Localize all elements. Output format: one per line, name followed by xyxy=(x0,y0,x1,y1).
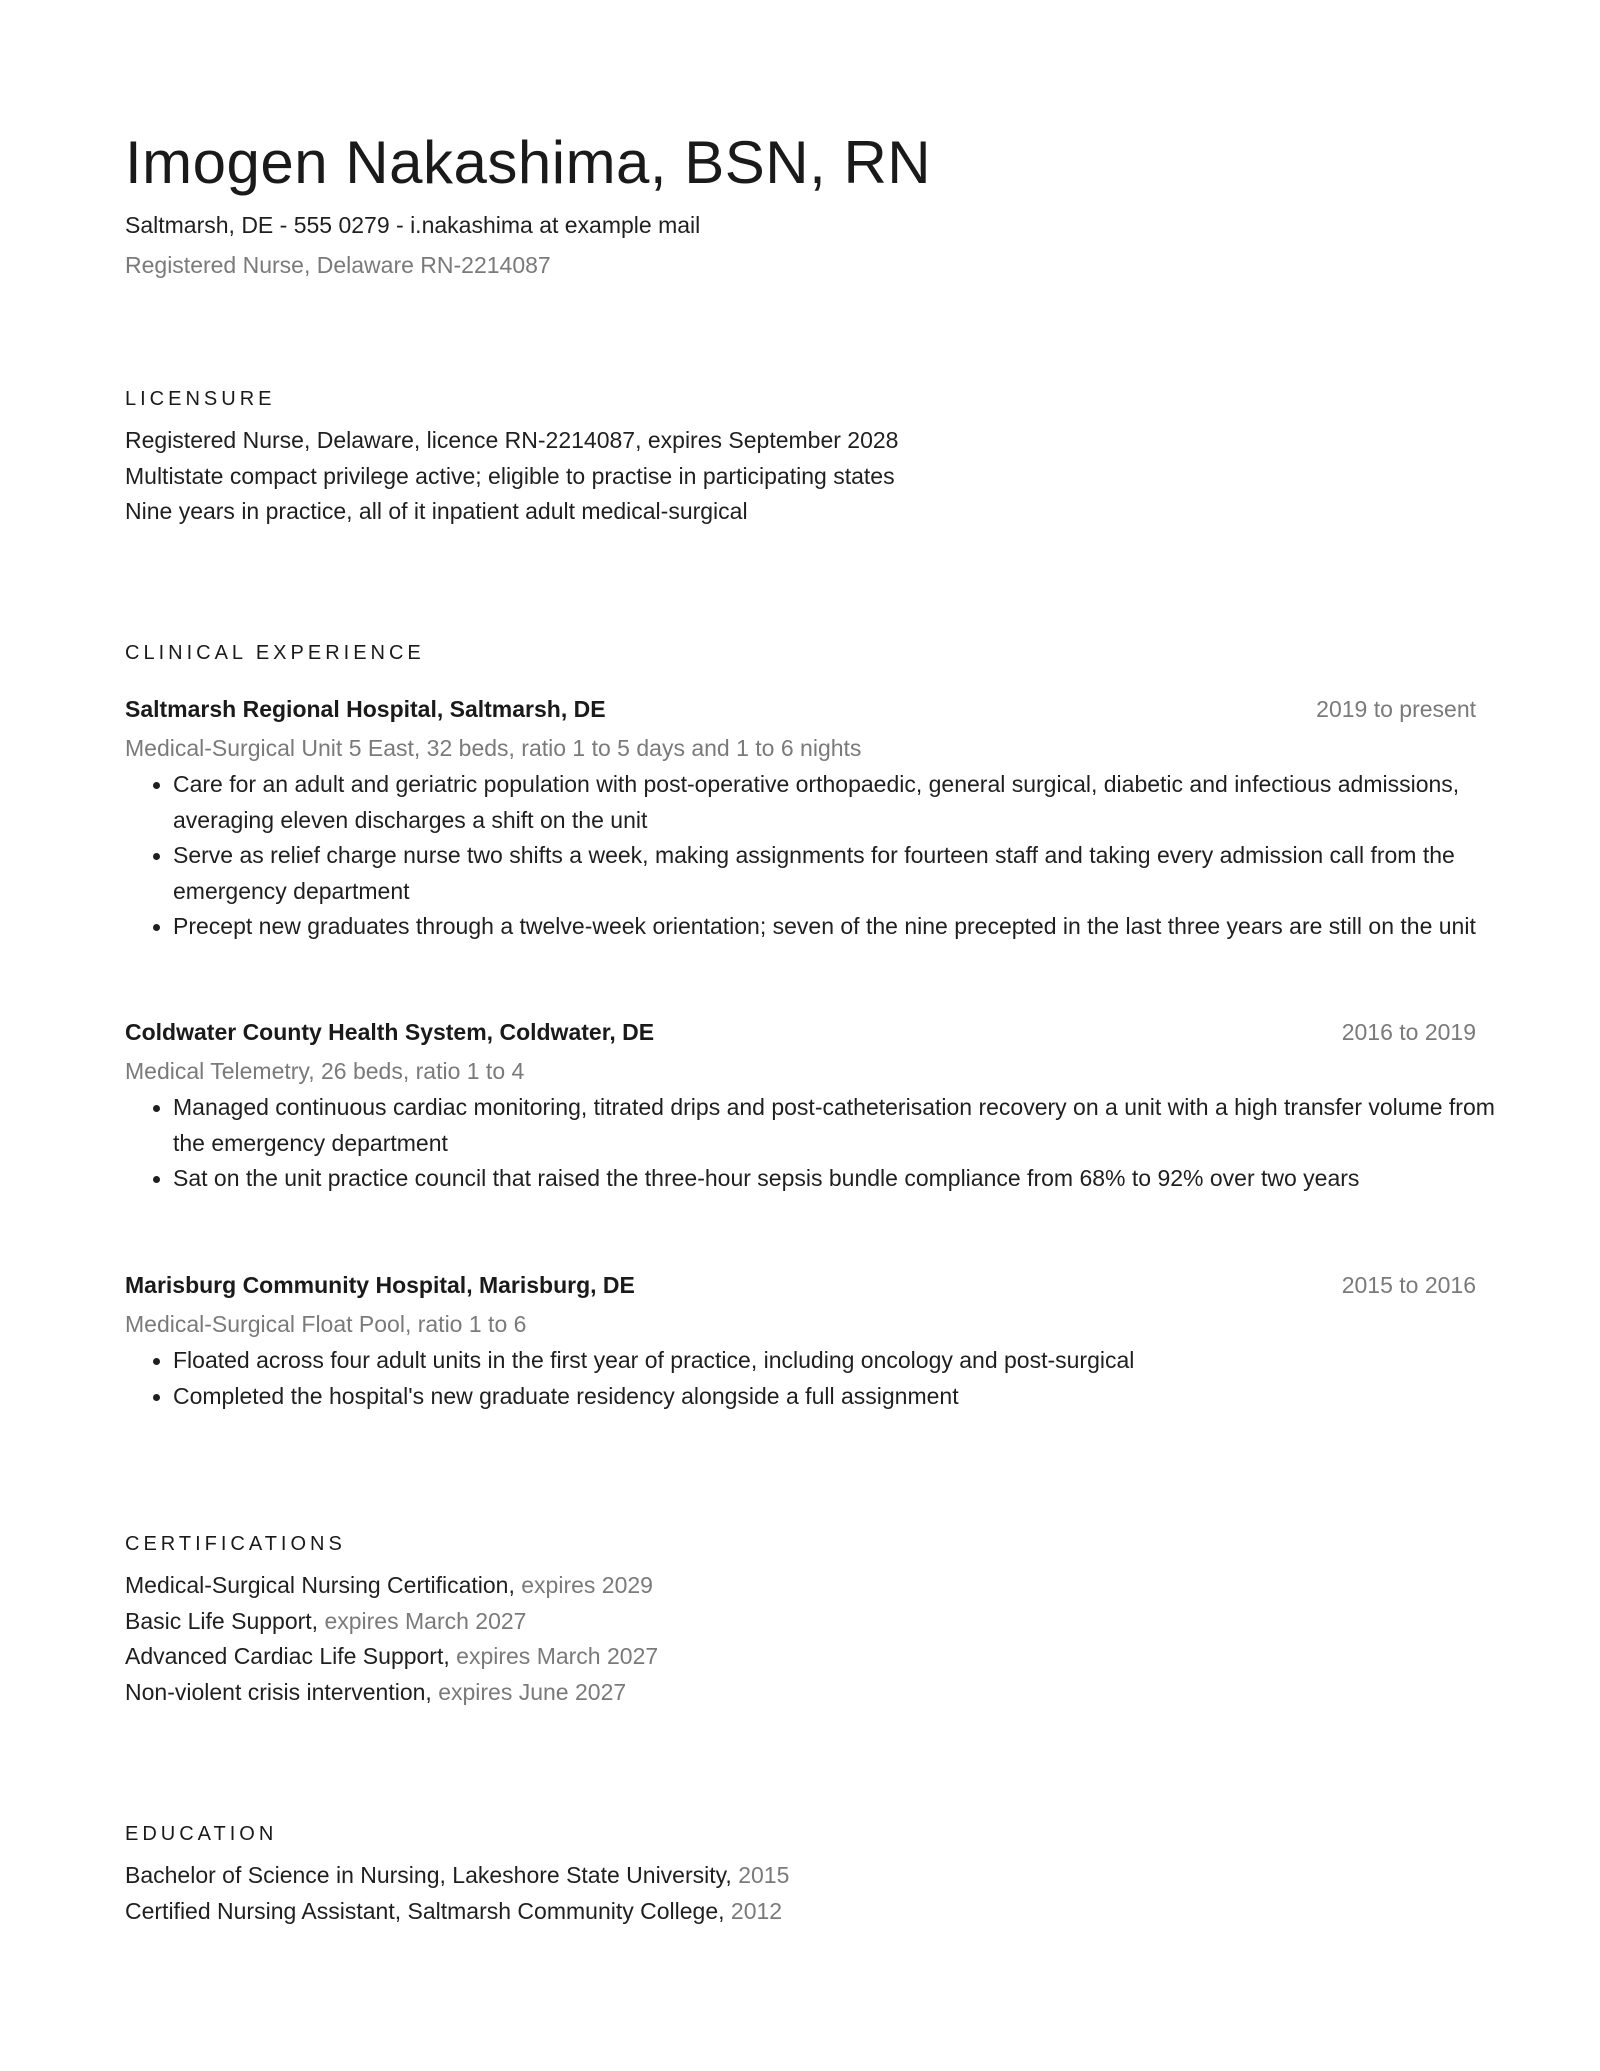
education-name: Bachelor of Science in Nursing, Lakeshore State University, xyxy=(125,1862,732,1888)
job-bullets xyxy=(125,1343,1503,1414)
job-bullet: Sat on the unit practice council that raised the three-hour sepsis bundle compliance from 68% to 92% over two years xyxy=(125,1161,1503,1197)
licensure-line: Multistate compact privilege active; eligible to practise in participating states xyxy=(125,462,895,489)
section-title-experience: CLINICAL EXPERIENCE xyxy=(125,642,425,664)
licensure-list xyxy=(125,423,898,530)
job-bullets xyxy=(125,767,1503,945)
job-bullet: Managed continuous cardiac monitoring, titrated drips and post-catheterisation recovery on a unit with a high transfer volume from the emergency department xyxy=(125,1090,1503,1161)
job-bullet: Precept new graduates through a twelve-week orientation; seven of the nine precepted in the last three years are still on the unit xyxy=(125,909,1503,945)
job-organization: Marisburg Community Hospital, Marisburg, DE xyxy=(125,1272,635,1298)
candidate-name: Imogen Nakashima, BSN, RN xyxy=(125,129,932,196)
certification-item xyxy=(125,1675,658,1711)
job-organization: Coldwater County Health System, Coldwater, DE xyxy=(125,1019,655,1045)
job-header xyxy=(125,689,1476,729)
licensure-line: Registered Nurse, Delaware, licence RN-2214087, expires September 2028 xyxy=(125,427,899,453)
certification-item xyxy=(125,1639,658,1675)
job-unit: Medical Telemetry, 26 beds, ratio 1 to 4 xyxy=(125,1058,525,1084)
education-year: 2012 xyxy=(730,1897,783,1924)
job-entry xyxy=(125,689,1503,945)
contact-line: Saltmarsh, DE - 555 0279 - i.nakashima at example mail xyxy=(125,212,701,238)
job-bullet: Serve as relief charge nurse two shifts a week, making assignments for fourteen staff and taking every admission call from the emergency department xyxy=(125,838,1503,909)
job-dates: 2016 to 2019 xyxy=(1341,1019,1476,1045)
certification-item xyxy=(125,1568,658,1604)
licensure-line: Nine years in practice, all of it inpatient adult medical-surgical xyxy=(125,498,748,524)
certifications-list xyxy=(125,1568,658,1710)
job-organization: Saltmarsh Regional Hospital, Saltmarsh, DE xyxy=(125,696,606,722)
education-list xyxy=(125,1858,789,1929)
job-header xyxy=(125,1012,1476,1052)
job-header xyxy=(125,1265,1476,1305)
education-year: 2015 xyxy=(738,1862,790,1888)
job-bullet: Care for an adult and geriatric population with post-operative orthopaedic, general surgical, diabetic and infectious admissions, averaging eleven discharges a shift on the unit xyxy=(125,767,1503,838)
job-dates: 2019 to present xyxy=(1316,696,1476,722)
job-dates: 2015 to 2016 xyxy=(1341,1272,1476,1298)
job-unit: Medical-Surgical Unit 5 East, 32 beds, ratio 1 to 5 days and 1 to 6 nights xyxy=(125,735,862,761)
job-entry xyxy=(125,1012,1503,1197)
education-item xyxy=(125,1858,789,1894)
job-bullet: Completed the hospital's new graduate residency alongside a full assignment xyxy=(125,1379,1503,1415)
section-title-certifications: CERTIFICATIONS xyxy=(125,1533,346,1555)
certification-name: Basic Life Support, xyxy=(125,1607,319,1634)
certification-expiry: expires 2029 xyxy=(521,1572,653,1598)
job-entry xyxy=(125,1265,1503,1414)
job-unit: Medical-Surgical Float Pool, ratio 1 to 6 xyxy=(125,1311,527,1337)
certification-name: Non-violent crisis intervention, xyxy=(125,1678,432,1705)
education-name: Certified Nursing Assistant, Saltmarsh Community College, xyxy=(125,1897,725,1924)
certification-item xyxy=(125,1604,658,1640)
license-subline: Registered Nurse, Delaware RN-2214087 xyxy=(125,252,551,278)
job-bullets xyxy=(125,1090,1503,1197)
certification-expiry: expires March 2027 xyxy=(324,1607,527,1634)
section-title-licensure: LICENSURE xyxy=(125,388,276,410)
section-title-education: EDUCATION xyxy=(125,1823,278,1845)
certification-name: Medical-Surgical Nursing Certification, xyxy=(125,1572,515,1598)
education-item xyxy=(125,1894,789,1930)
job-bullet: Floated across four adult units in the first year of practice, including oncology and post-surgical xyxy=(125,1343,1503,1379)
certification-expiry: expires March 2027 xyxy=(456,1643,659,1669)
certification-name: Advanced Cardiac Life Support, xyxy=(125,1643,450,1669)
certification-expiry: expires June 2027 xyxy=(438,1678,627,1705)
